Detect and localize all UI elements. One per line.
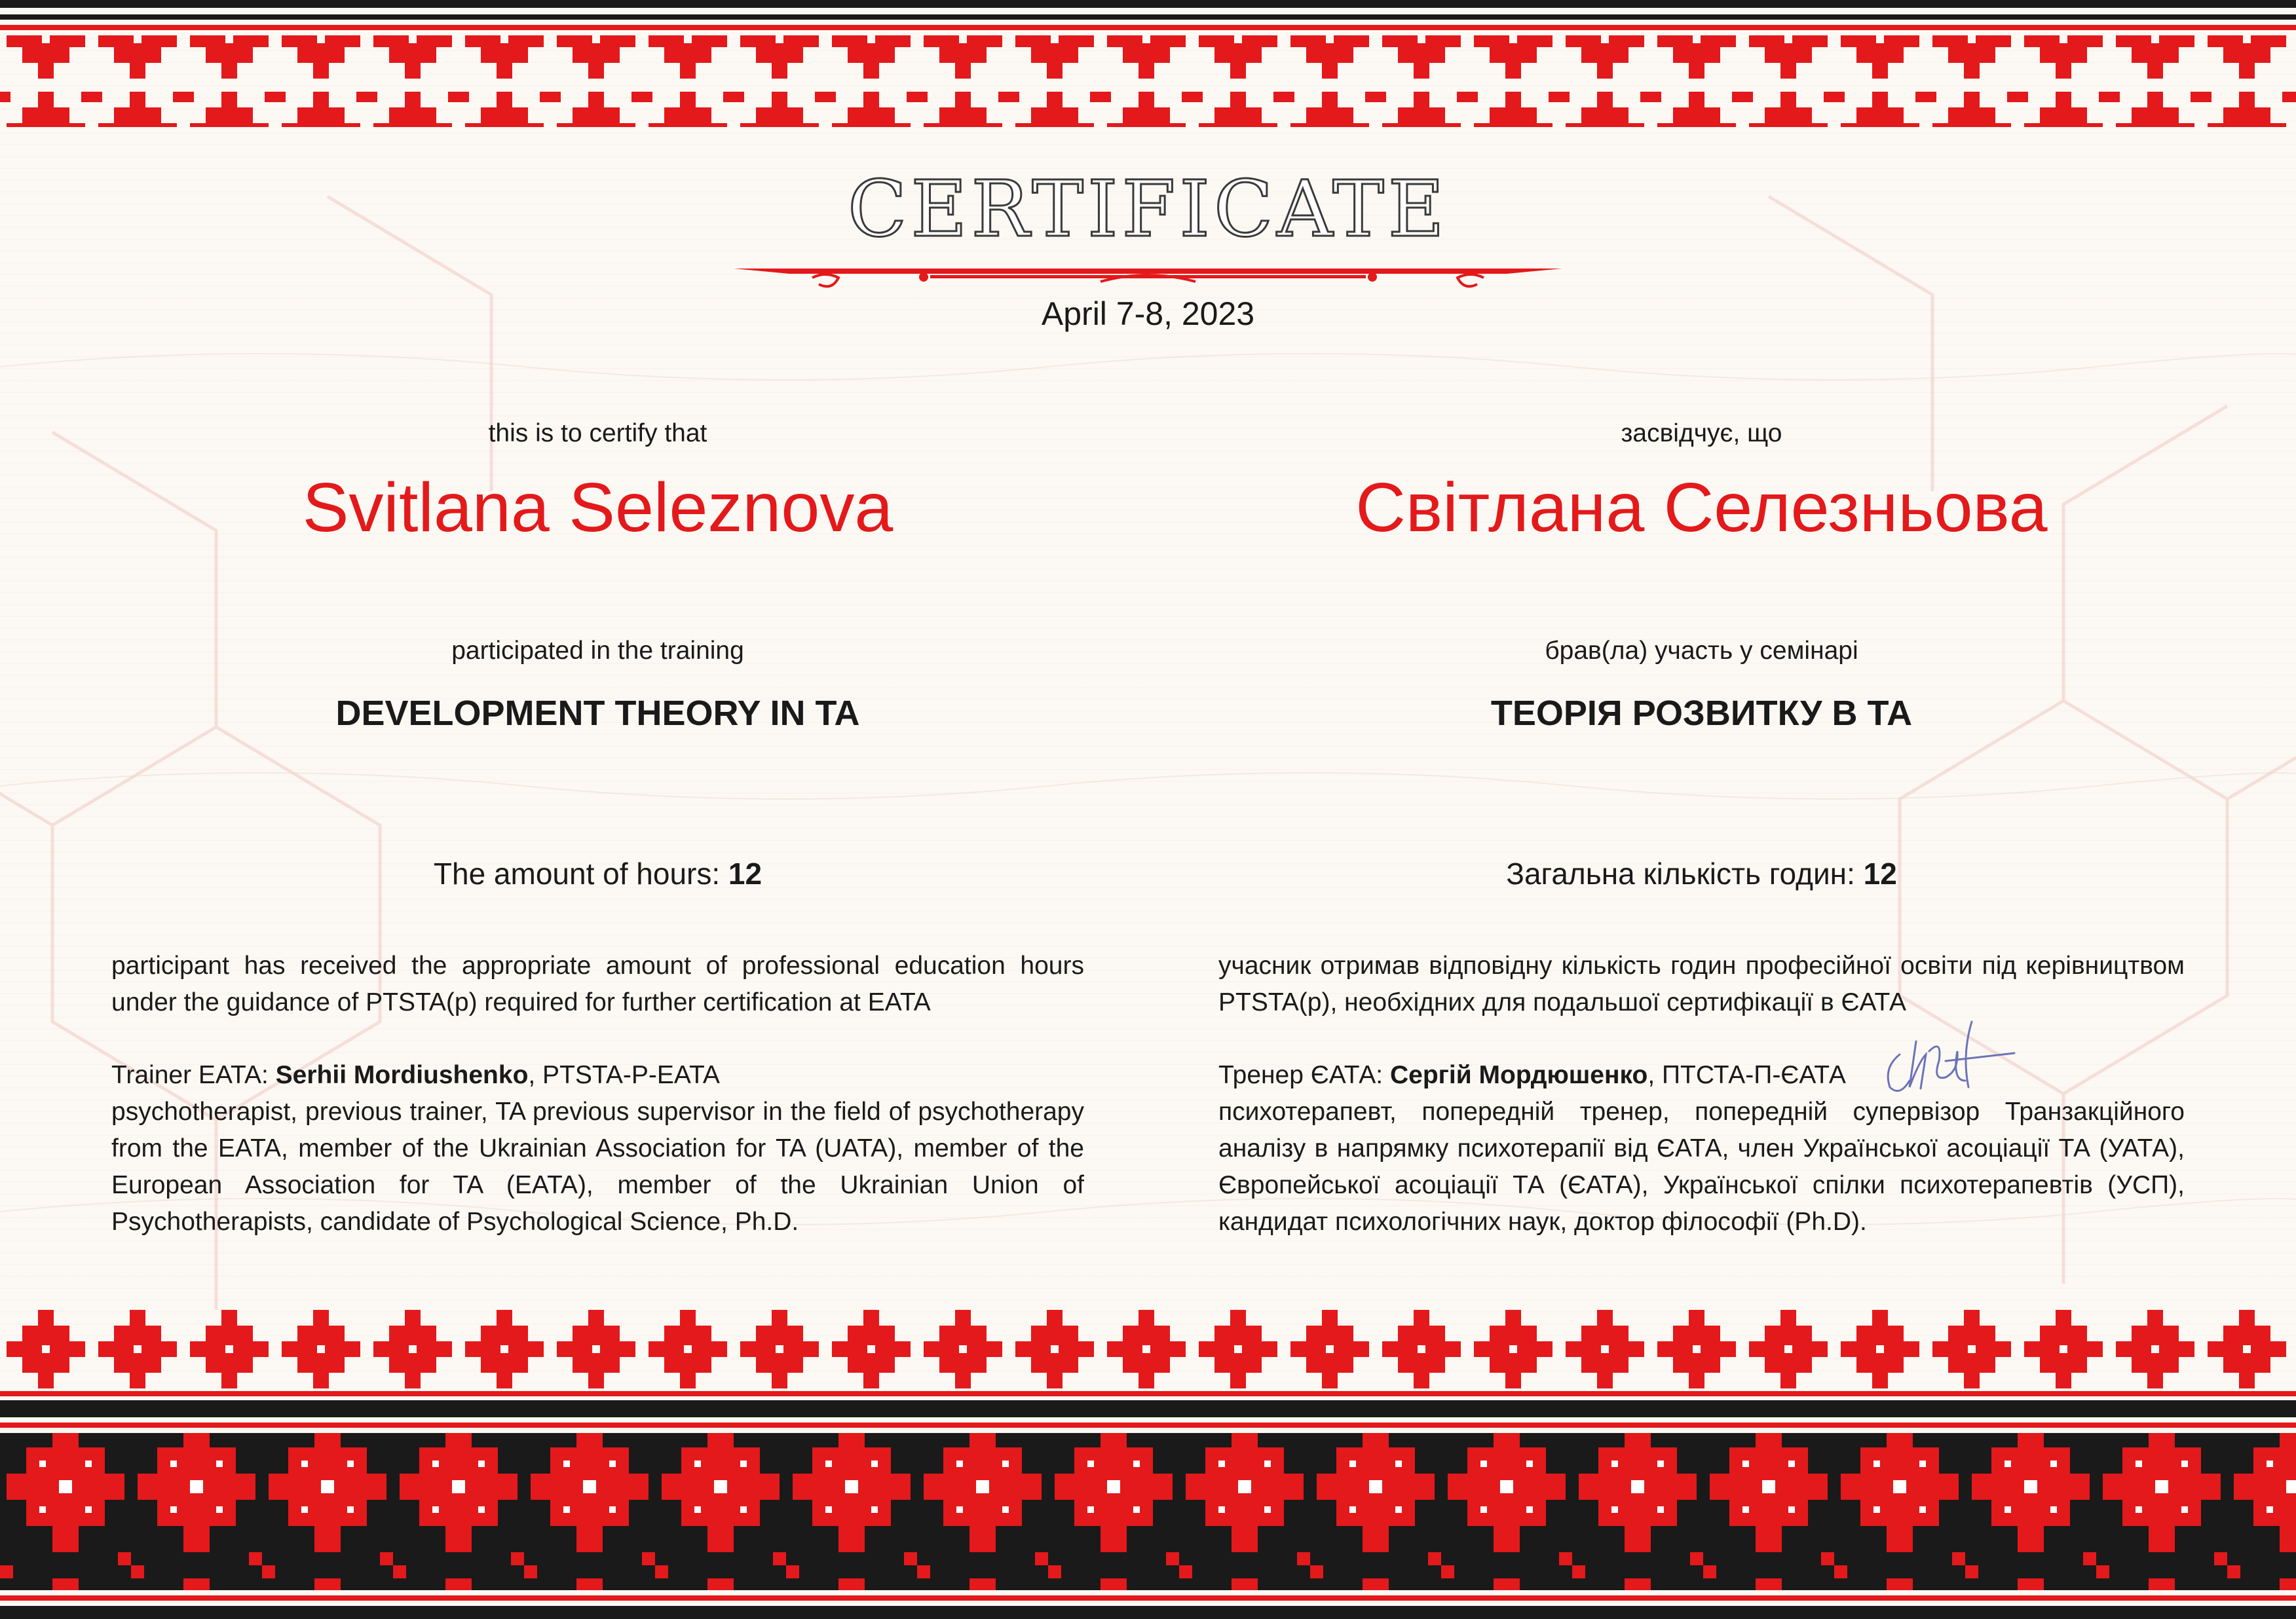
- middle-embroidery-border: [0, 1310, 2296, 1408]
- trainer-line-en: [111, 1057, 1084, 1094]
- certificate-title: CERTIFICATE: [848, 164, 1448, 254]
- hours-line-uk: [1218, 856, 2185, 891]
- bottom-embroidery-border: [0, 1408, 2296, 1619]
- top-embroidery-border: [0, 0, 2296, 131]
- hours-value-uk: 12: [1863, 857, 1897, 891]
- trainer-label-en: Trainer EATA:: [111, 1061, 269, 1089]
- trainer-line-uk: [1218, 1057, 2185, 1094]
- course-title-en: DEVELOPMENT THEORY IN TA: [335, 694, 860, 733]
- education-paragraph-en: participant has received the appropriate amount of professional education hours under the guidance of PTSTA(p) required for further certification at EATA: [111, 952, 1084, 1016]
- certify-intro-en: this is to certify that: [488, 419, 707, 447]
- trainer-bio-en: psychotherapist, previous trainer, TA previous supervisor in the field of psychotherapy from the EATA, member of the Ukrainian Association for TA (UATA), member of the European Association for TA (EATA), member of the Ukrainian Union of Psychotherapists, candidate of Psychological Science, Ph.D.: [111, 1098, 1084, 1236]
- hours-label-uk: Загальна кількість годин:: [1506, 857, 1855, 891]
- hours-line-en: [111, 856, 1084, 891]
- trainer-suffix-en: , PTSTA-P-EATA: [528, 1061, 720, 1089]
- title-ornament: [734, 255, 1562, 295]
- hours-label-en: The amount of hours:: [433, 857, 721, 891]
- participated-label-uk: брав(ла) участь у семінарі: [1545, 637, 1858, 665]
- recipient-name-uk: Світлана Селезньова: [1355, 469, 2048, 546]
- participated-label-en: participated in the training: [451, 637, 744, 665]
- education-paragraph-uk: учасник отримав відповідну кількість годин професійної освіти під керівництвом PTSTA(p), необхідних для подальшої сертифікації в ЄАТА: [1218, 952, 2185, 1016]
- certificate-date: April 7-8, 2023: [1041, 295, 1255, 332]
- trainer-bio-uk: психотерапевт, попередній тренер, попередній супервізор Транзакційного аналізу в напрямку психотерапії від ЄАТА, член Української асоціації ТА (УАТА), Європейської асоціації ТА (ЄАТА), Української спілки психотерапевтів (УСП), кандидат психологічних наук, доктор філософії (Ph.D).: [1218, 1098, 2185, 1236]
- trainer-label-uk: Тренер ЄАТА:: [1218, 1061, 1383, 1089]
- trainer-suffix-uk: , ПТСТА-П-ЄАТА: [1647, 1061, 1846, 1089]
- certify-intro-uk: засвідчує, що: [1621, 419, 1782, 447]
- trainer-name-uk: Сергій Мордюшенко: [1389, 1061, 1648, 1089]
- recipient-name-en: Svitlana Seleznova: [302, 469, 894, 546]
- hours-value-en: 12: [728, 857, 762, 891]
- trainer-signature: [1880, 1015, 2018, 1107]
- course-title-uk: ТЕОРІЯ РОЗВИТКУ В ТА: [1490, 694, 1913, 733]
- trainer-name-en: Serhii Mordiushenko: [275, 1061, 529, 1089]
